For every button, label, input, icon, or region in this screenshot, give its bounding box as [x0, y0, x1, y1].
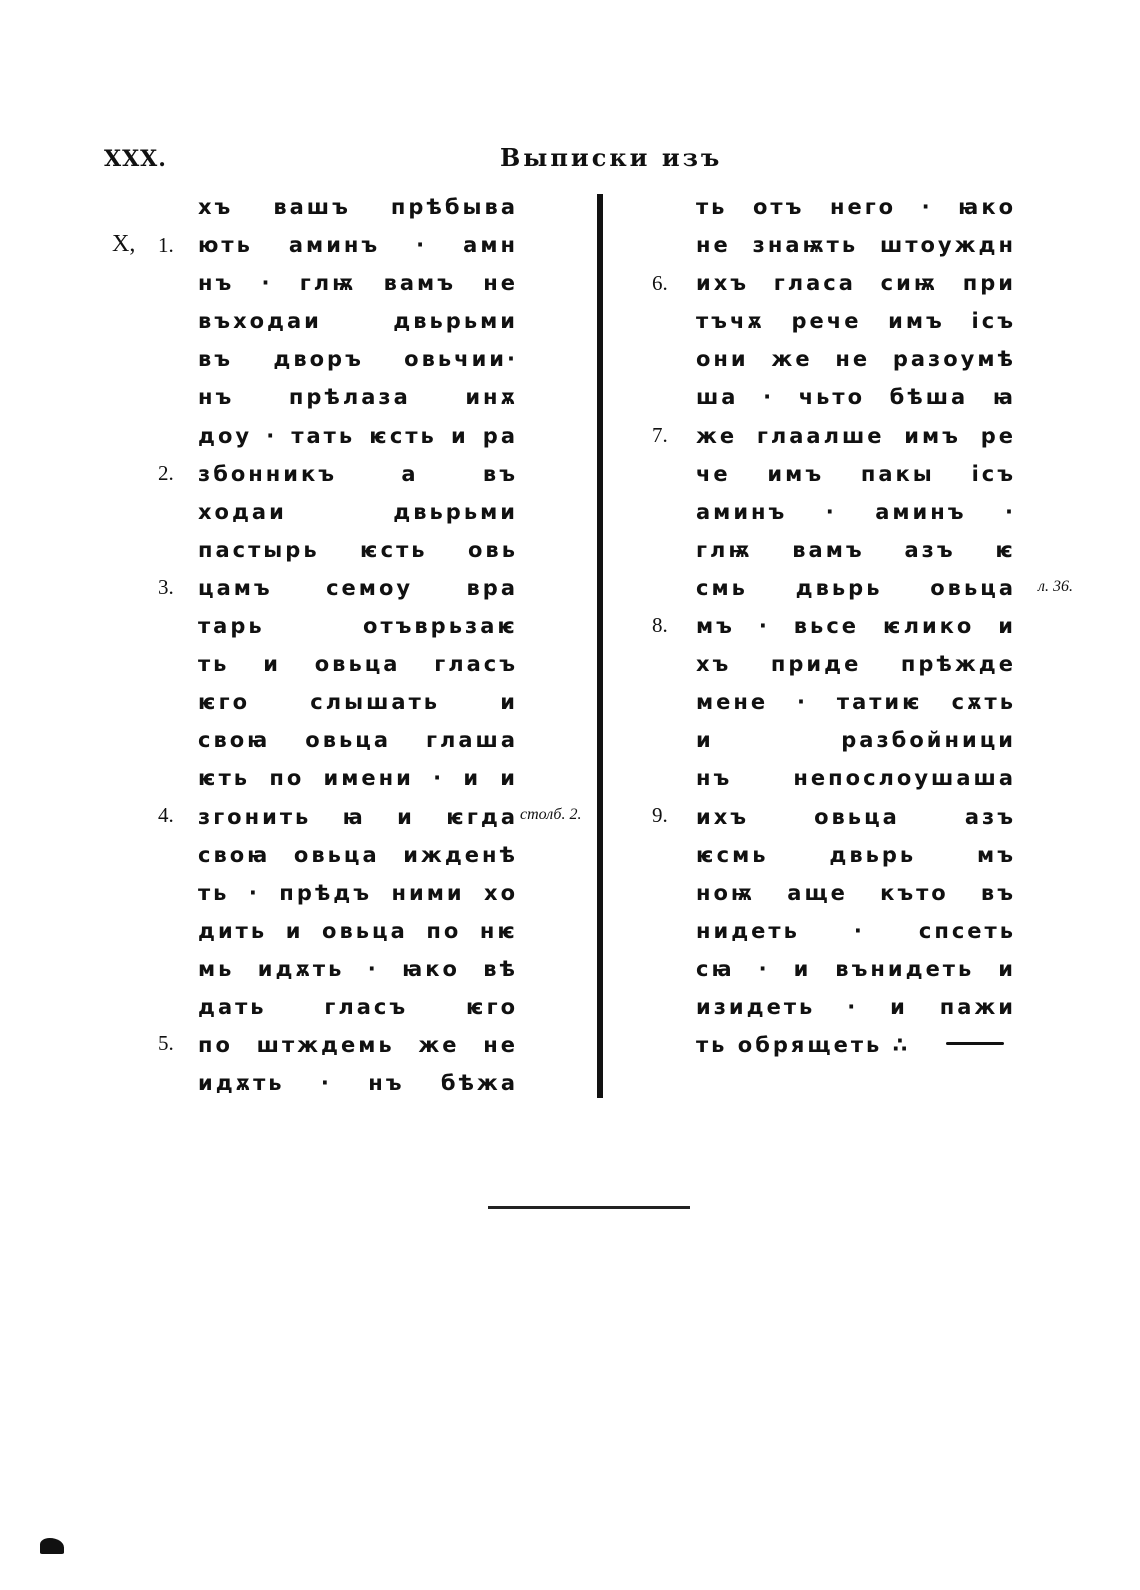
- text-line: нидеть · спсеть: [696, 918, 1016, 943]
- page-number: XXX.: [104, 146, 167, 172]
- text-line: идѫть · нъ бѣжа: [198, 1071, 518, 1096]
- text-line: не знаѭть штоуждн: [696, 233, 1016, 258]
- text-line: ѥго слышать и: [198, 690, 518, 715]
- left-text-column: [198, 188, 518, 1102]
- text-line: дать гласъ ѥго: [198, 994, 518, 1019]
- verse-number-7: 7.: [652, 423, 668, 447]
- text-line: хъ вашъ прѣбыва: [198, 195, 518, 219]
- text-line: пастырь ѥсть овь: [198, 537, 518, 562]
- text-line: ѥть по имени · и и: [198, 766, 518, 791]
- text-line: смь двьрь овьца: [696, 575, 1016, 600]
- right-text-column: [696, 188, 1016, 1064]
- text-line: по штждемь же не: [198, 1033, 518, 1058]
- text-line: изидеть · и пажи: [696, 994, 1016, 1019]
- verse-number-9: 9.: [652, 803, 668, 827]
- section-rule: [488, 1206, 690, 1209]
- text-line: ноѭ аще къто въ: [696, 880, 1016, 905]
- text-line: ша · чьто бѣша ꙗ: [696, 385, 1016, 410]
- text-line: ть · прѣдъ ними хо: [198, 880, 518, 905]
- text-line: же глаалше имъ ре: [696, 423, 1016, 448]
- text-line: мене · татиѥ сѫть: [696, 690, 1016, 715]
- text-line: аминъ · аминъ ·: [696, 499, 1016, 524]
- text-line: збонникъ а въ: [198, 461, 518, 486]
- verse-number-4: 4.: [158, 803, 174, 827]
- text-line: ѥсмь двьрь мъ: [696, 842, 1016, 867]
- text-line: ють аминъ · амн: [198, 233, 518, 258]
- text-line: въходаи двьрьми: [198, 309, 518, 334]
- text-line: че имъ пакы ісъ: [696, 461, 1016, 486]
- text-line: хъ приде прѣжде: [696, 652, 1016, 677]
- text-line: они же не разоумѣ: [696, 347, 1016, 372]
- text-line: и разбойници: [696, 728, 1016, 753]
- text-line: нъ прѣлаза инѫ: [198, 385, 518, 410]
- end-flourish: [946, 1042, 1004, 1045]
- text-line: своꙗ овьца ижденѣ: [198, 842, 518, 867]
- text-line: дить и овьца по нѥ: [198, 918, 518, 943]
- text-line: глѭ вамъ азъ ѥ: [696, 537, 1016, 562]
- text-line: ихъ гласа сиѭ при: [696, 271, 1016, 296]
- verse-number-1: 1.: [158, 233, 174, 257]
- verse-number-8: 8.: [652, 613, 668, 637]
- column-divider: [597, 194, 603, 1098]
- verse-number-2: 2.: [158, 461, 174, 485]
- verse-number-3: 3.: [158, 575, 174, 599]
- page-title: Выписки изъ: [500, 143, 723, 172]
- text-line: ихъ овьца азъ: [696, 804, 1016, 829]
- text-line: тарь отъврьзаѥ: [198, 614, 518, 639]
- verse-number-6: 6.: [652, 271, 668, 295]
- text-line: ть и овьца гласъ: [198, 652, 518, 677]
- text-line: сꙗ · и вънидеть и: [696, 956, 1016, 981]
- text-line: въ дворъ овьчии·: [198, 347, 518, 372]
- verse-number-5: 5.: [158, 1031, 174, 1055]
- text-line: нъ · глѭ вамъ не: [198, 271, 518, 296]
- text-line: доу · тать ѥсть и ра: [198, 423, 518, 448]
- text-line: нъ непослоушаша: [696, 766, 1016, 791]
- text-line: мь идѫть · ꙗко вѣ: [198, 956, 518, 981]
- leaf-mark-note: л. 36.: [1038, 578, 1073, 595]
- text-line: цамъ семоу вра: [198, 575, 518, 600]
- chapter-label: X,: [112, 231, 136, 257]
- column-mark-note: столб. 2.: [520, 806, 582, 823]
- text-line: ть отъ него · ꙗко: [696, 195, 1016, 219]
- ink-blot: [40, 1538, 64, 1554]
- text-line: згонить ꙗ и ѥгда: [198, 804, 518, 829]
- text-line: ть обрящеть ∴: [696, 1033, 911, 1058]
- text-line: своꙗ овьца глаша: [198, 728, 518, 753]
- text-line: ходаи двьрьми: [198, 499, 518, 524]
- text-line: тъчѫ рече имъ ісъ: [696, 309, 1016, 334]
- text-line: мъ · вьсе ѥлико и: [696, 614, 1016, 639]
